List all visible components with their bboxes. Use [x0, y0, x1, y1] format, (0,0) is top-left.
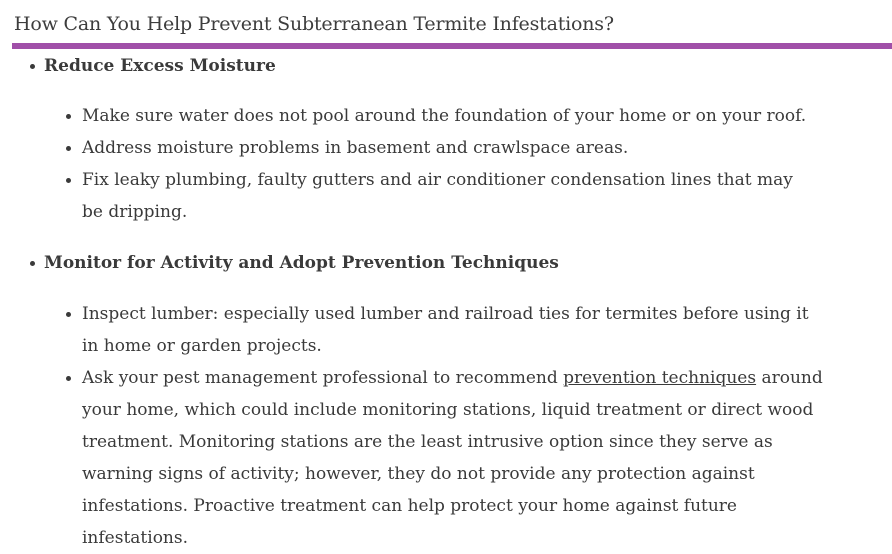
list-item: [82, 362, 832, 554]
list-item-text: Ask your pest management professional to recommend: [82, 368, 564, 388]
page-heading: How Can You Help Prevent Subterranean Termite Infestations?: [14, 13, 614, 35]
list-bullet: [66, 178, 71, 183]
list-bullet: [66, 114, 71, 119]
list-item: Make sure water does not pool around the foundation of your home or on your roof.: [82, 106, 807, 126]
list-bullet: [66, 376, 71, 381]
section-title-reduce-moisture: Reduce Excess Moisture: [44, 56, 276, 76]
list-item: Inspect lumber: especially used lumber and railroad ties for termites before using it in home or garden projects.: [82, 304, 809, 356]
list-bullet: [66, 146, 71, 151]
list-item-text: around your home, which could include monitoring stations, liquid treatment or direct wood treatment. Monitoring stations are the least intrusive option since they serve as warning signs of activity; however, they do not provide any protection against infestations. Proactive treatment can help protect your home against future infestations.: [82, 368, 823, 548]
prevention-techniques-link[interactable]: prevention techniques: [563, 368, 757, 388]
heading-divider: [12, 43, 892, 49]
section-title-monitor-activity: Monitor for Activity and Adopt Prevention Techniques: [44, 253, 559, 273]
list-bullet: [66, 312, 71, 317]
section-bullet: [30, 64, 35, 69]
section-bullet: [30, 261, 35, 266]
list-item: Fix leaky plumbing, faulty gutters and air conditioner condensation lines that may be dripping.: [82, 170, 793, 222]
list-item: Address moisture problems in basement and crawlspace areas.: [82, 138, 629, 158]
